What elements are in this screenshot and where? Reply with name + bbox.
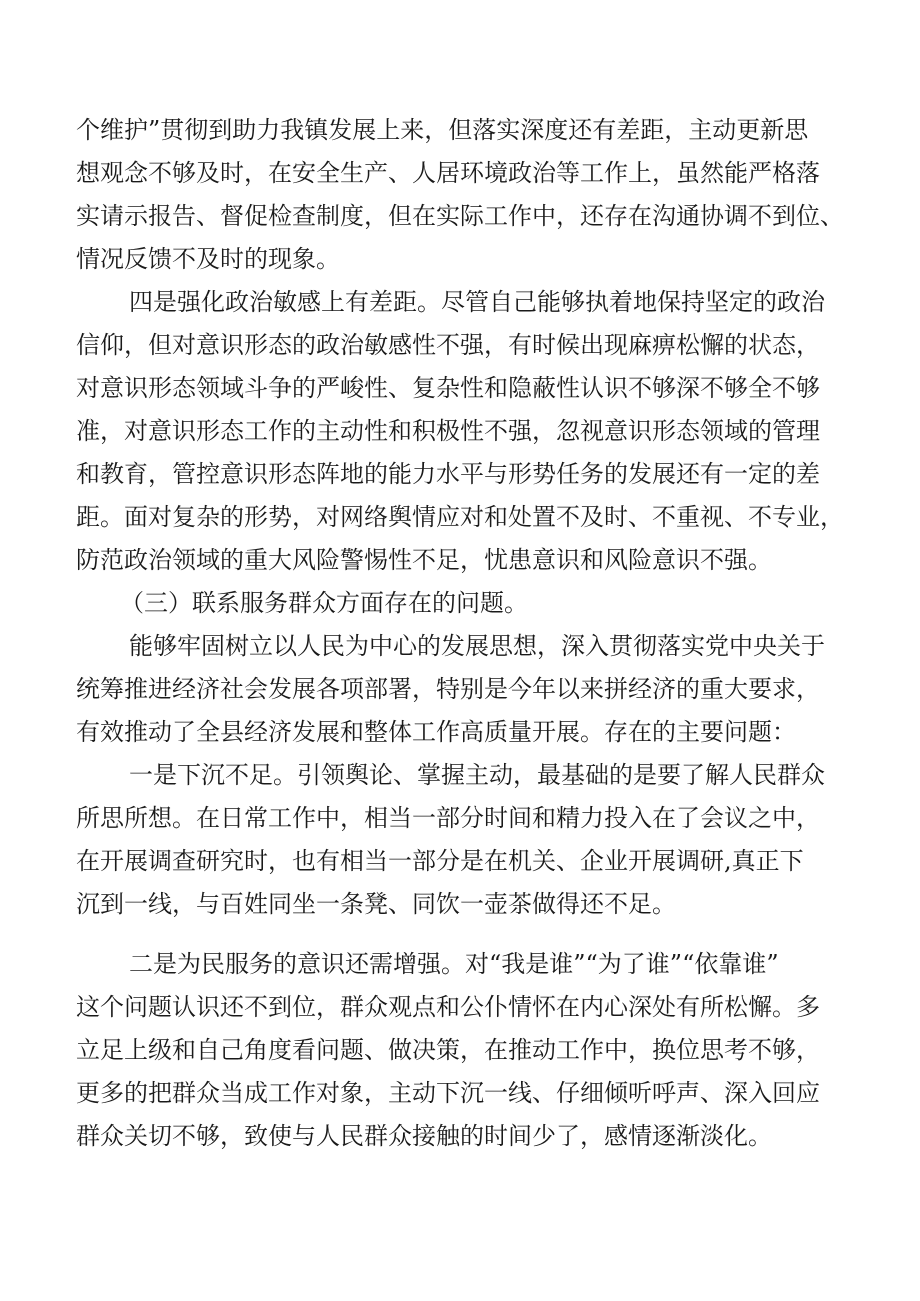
- text-line: 对意识形态领域斗争的严峻性、复杂性和隐蔽性认识不够深不够全不够: [76, 374, 820, 402]
- text-line: 立足上级和自己角度看问题、做决策，在推动工作中，换位思考不够，: [76, 1036, 820, 1064]
- text-line: 和教育，管控意识形态阵地的能力水平与形势任务的发展还有一定的差: [76, 460, 820, 488]
- text-line: 想观念不够及时，在安全生产、人居环境政治等工作上，虽然能严格落: [76, 159, 820, 187]
- text-line: 情况反馈不及时的现象。: [76, 245, 340, 273]
- text-line: 距。面对复杂的形势，对网络舆情应对和处置不及时、不重视、不专业，: [76, 503, 844, 531]
- text-line: 二是为民服务的意识还需增强。对“我是谁”“为了谁”“依靠谁”: [129, 950, 779, 978]
- text-line: 有效推动了全县经济发展和整体工作高质量开展。存在的主要问题：: [76, 718, 796, 746]
- text-line: 个维护”贯彻到助力我镇发展上来，但落实深度还有差距，主动更新思: [76, 116, 809, 144]
- text-line: 在开展调查研究时，也有相当一部分是在机关、企业开展调研,真正下: [76, 847, 804, 875]
- text-line: 所思所想。在日常工作中，相当一部分时间和精力投入在了会议之中，: [76, 804, 820, 832]
- text-line: 这个问题认识还不到位，群众观点和公仆情怀在内心深处有所松懈。多: [76, 993, 820, 1021]
- text-line: 群众关切不够，致使与人民群众接触的时间少了，感情逐渐淡化。: [76, 1122, 772, 1150]
- text-line: 更多的把群众当成工作对象，主动下沉一线、仔细倾听呼声、深入回应: [76, 1079, 820, 1107]
- text-line: 信仰，但对意识形态的政治敏感性不强，有时候出现麻痹松懈的状态，: [76, 331, 820, 359]
- text-line: 统筹推进经济社会发展各项部署，特别是今年以来拼经济的重大要求，: [76, 675, 820, 703]
- text-line: 能够牢固树立以人民为中心的发展思想，深入贯彻落实党中央关于: [129, 632, 825, 660]
- text-line: 四是强化政治敏感上有差距。尽管自己能够执着地保持坚定的政治: [129, 288, 825, 316]
- text-line: 防范政治领域的重大风险警惕性不足，忧患意识和风险意识不强。: [76, 546, 772, 574]
- text-line: 实请示报告、督促检查制度，但在实际工作中，还存在沟通协调不到位、: [76, 202, 844, 230]
- text-line: 一是下沉不足。引领舆论、掌握主动，最基础的是要了解人民群众: [129, 761, 825, 789]
- text-line: 沉到一线，与百姓同坐一条凳、同饮一壶茶做得还不足。: [76, 890, 676, 918]
- section-heading: （三）联系服务群众方面存在的问题。: [120, 589, 528, 617]
- text-line: 准，对意识形态工作的主动性和积极性不强，忽视意识形态领域的管理: [76, 417, 820, 445]
